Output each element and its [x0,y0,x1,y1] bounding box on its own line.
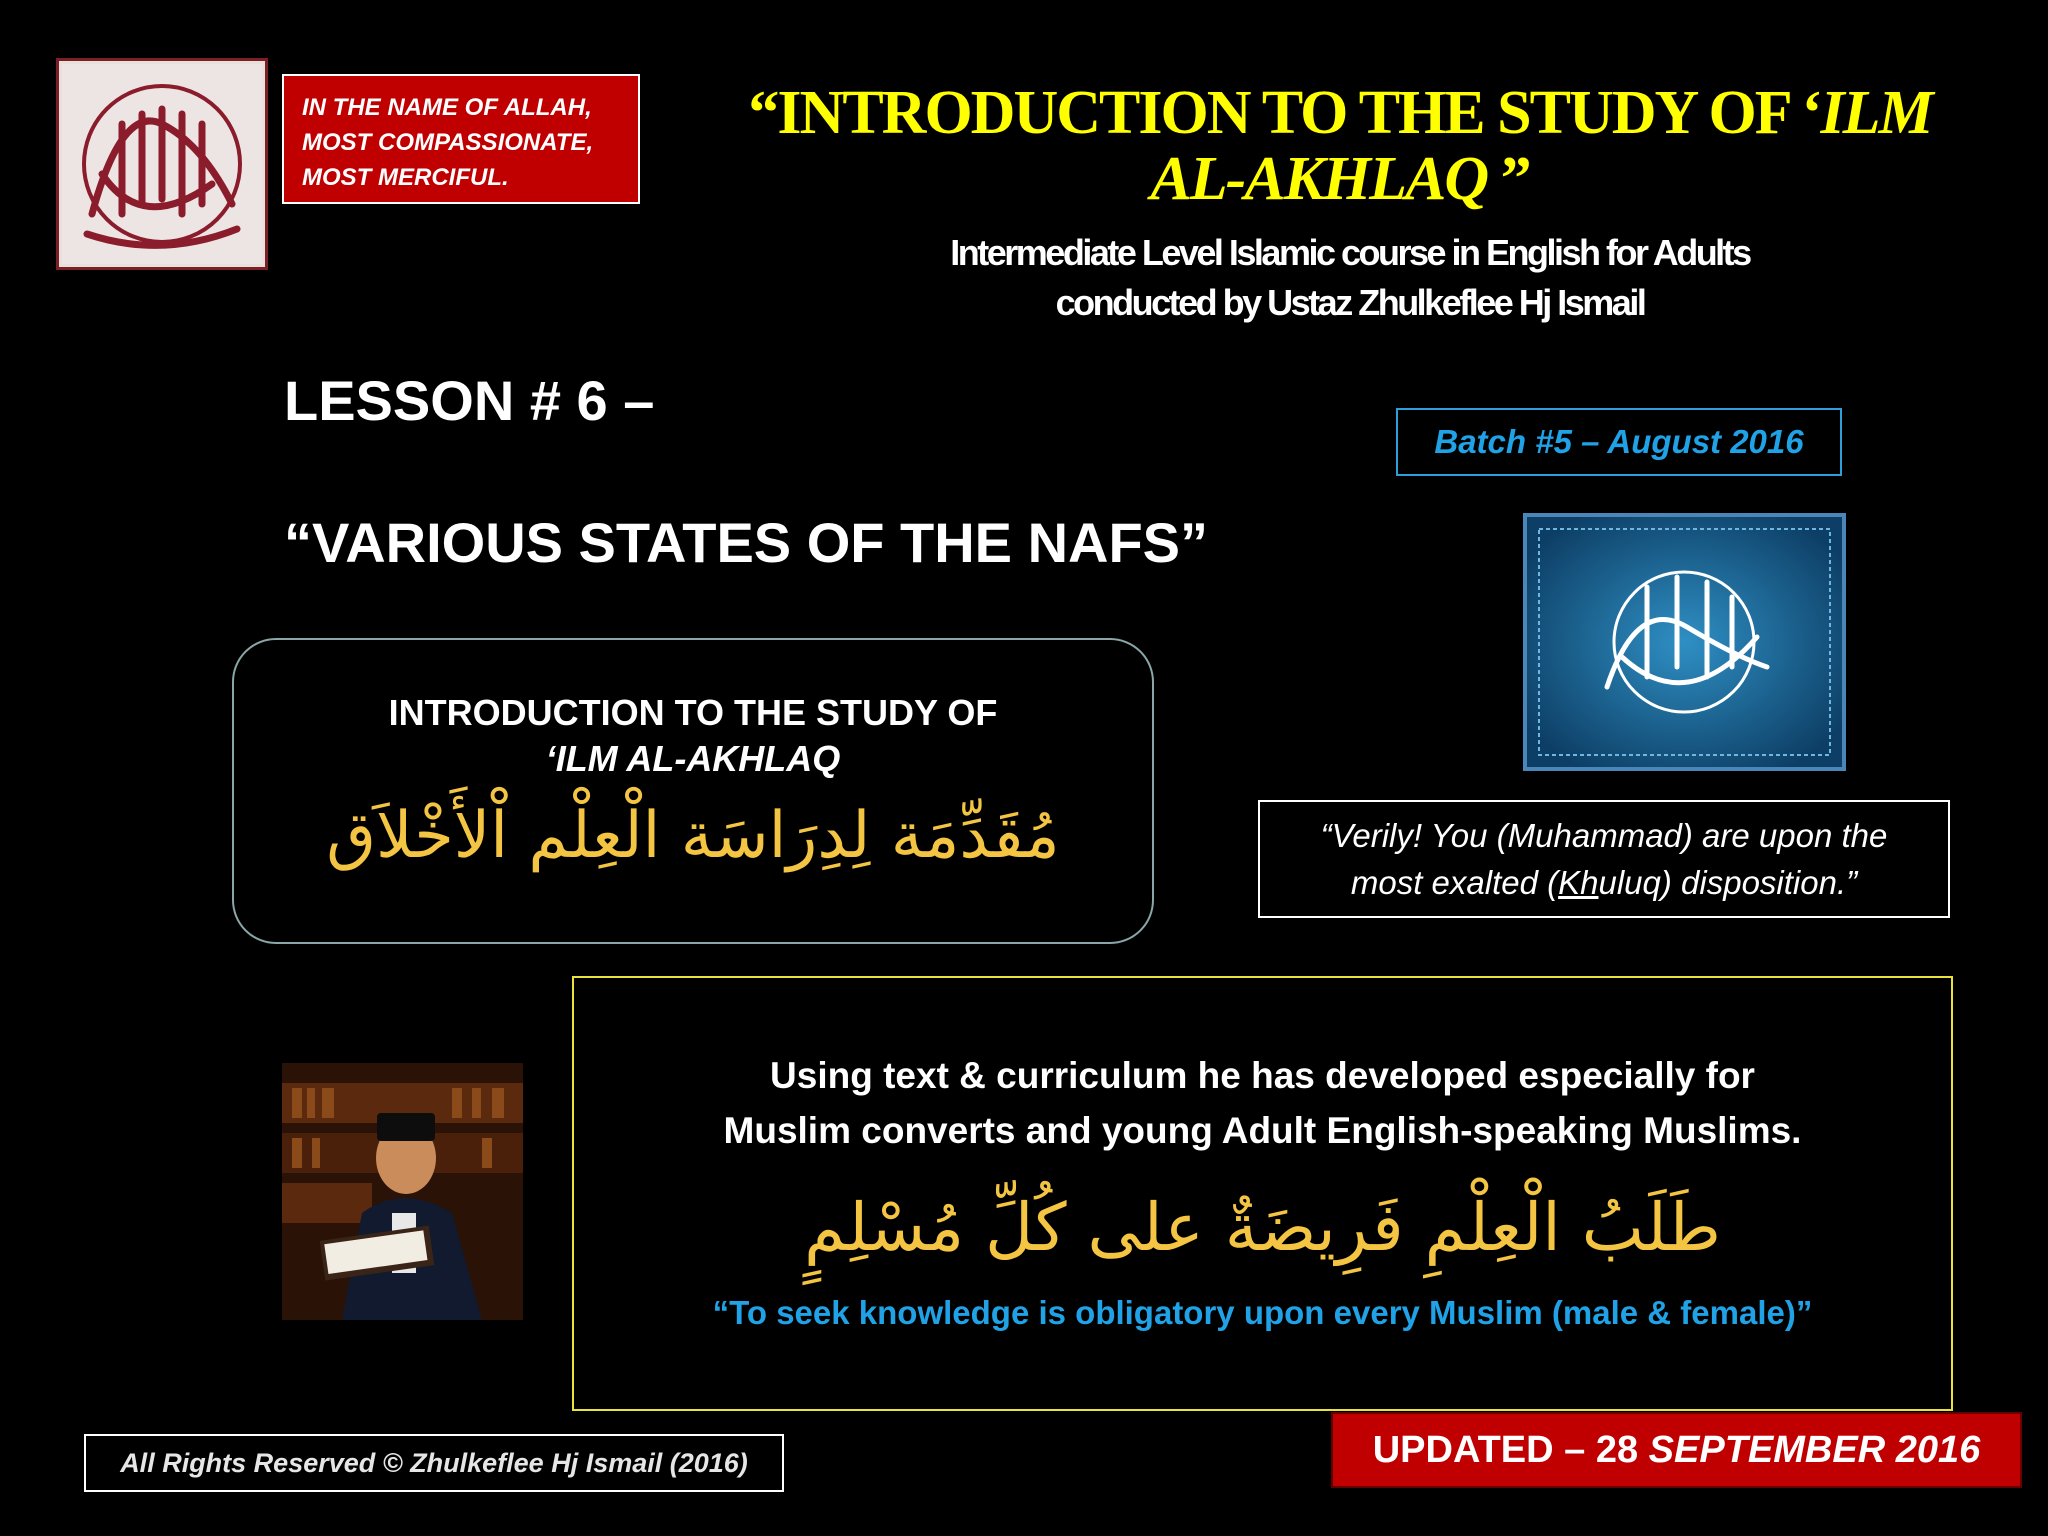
verse-box [1258,800,1950,918]
verse-underlined: Kh [1558,864,1599,901]
verse-line2 [1260,859,1948,906]
curriculum-box [572,976,1953,1411]
blue-calligraphy-icon [1527,517,1842,767]
lesson-title: “VARIOUS STATES OF THE NAFS” [284,511,1209,574]
calligraphy-logo-icon [56,58,268,270]
updated-date: SEPTEMBER 2016 [1648,1428,1981,1471]
intro-arabic-text: مُقَدِّمَة لِدِرَاسَة الْعِلْم اْلأَخْلاَق [326,799,1060,873]
updated-banner [1331,1412,2022,1488]
verse-line1: “Verily! You (Muhammad) are upon the [1320,817,1888,854]
subtitle-line2: conducted by Ustaz Zhulkeflee Hj Ismail [1055,282,1645,323]
updated-prefix: UPDATED – 28 [1372,1428,1649,1471]
lesson-number: LESSON # 6 – [284,369,655,432]
hadith-translation: “To seek knowledge is obligatory upon every Muslim (male & female)” [712,1294,1813,1331]
teacher-portrait-icon [282,1063,523,1320]
title-line2-italic: AL-AKHLAQ [1150,145,1488,213]
bismillah-label: IN THE NAME OF ALLAH, MOST COMPASSIONATE, MOST MERCIFUL. [282,74,640,204]
course-title [690,80,1990,212]
curriculum-line1: Using text & curriculum he has developed especially for [770,1055,1755,1096]
intro-heading-line1: INTRODUCTION TO THE STUDY OF [388,692,998,733]
copyright-notice: All Rights Reserved © Zhulkeflee Hj Ismail (2016) [84,1434,784,1492]
verse-line2-after: uluq) disposition.” [1598,864,1858,901]
hadith-arabic-text: طَلَبُ الْعِلْمِ فَرِيضَةٌ على كُلِّ مُسْلِمٍ [804,1189,1721,1266]
curriculum-text [574,1048,1951,1158]
course-subtitle [820,228,1880,328]
intro-heading-line2: ‘ILM AL-AKHLAQ [545,738,841,779]
batch-badge: Batch #5 – August 2016 [1396,408,1842,476]
title-line1-italic: ILM [1820,79,1932,147]
curriculum-line2: Muslim converts and young Adult English-speaking Muslims. [723,1110,1802,1151]
calligraphy-seal-icon [62,64,262,264]
verse-line2-before: most exalted ( [1350,864,1559,901]
subtitle-line1: Intermediate Level Islamic course in English for Adults [950,232,1750,273]
calligraphy-tile-icon [1523,513,1846,771]
intro-box [232,638,1154,944]
teacher-photo [282,1063,523,1320]
title-line1: “INTRODUCTION TO THE STUDY OF ‘ [748,79,1821,147]
title-line2-end: ” [1487,145,1530,213]
